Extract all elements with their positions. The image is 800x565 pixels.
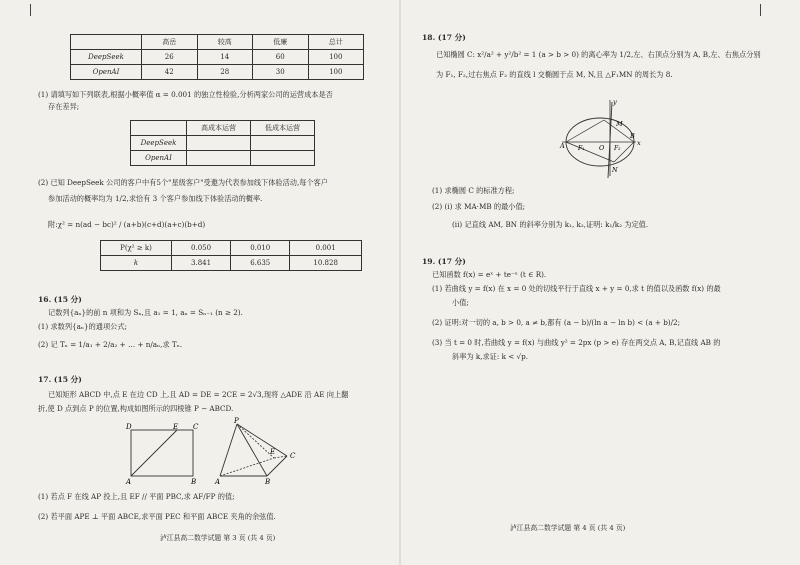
crop-mark <box>760 4 761 16</box>
question-text: (1) 若曲线 y = f(x) 在 x = 0 处的切线平行于直线 x + y = 0,求 t 的值以及函数 f(x) 的最 <box>432 284 721 293</box>
question-text: 已知矩形 ABCD 中,点 E 在边 CD 上,且 AD = DE = 2CE = 2√3,现将 △ADE 沿 AE 向上翻 <box>48 390 349 399</box>
question-text: (1) 若点 F 在线 AP 投上,且 EF // 平面 PBC,求 AF/FP 的值; <box>38 492 235 501</box>
figure-label: B <box>191 478 197 486</box>
table-cell: DeepSeek <box>71 50 142 65</box>
table-header-cell: 高成本运营 <box>187 121 251 136</box>
problem-title: 17. (15 分) <box>38 375 82 384</box>
table-cell: k <box>101 256 172 271</box>
question-text: 折,使 D 点到点 P 的位置,构成如图所示的四棱锥 P − ABCD. <box>38 404 234 413</box>
figure-label: D <box>126 423 132 431</box>
crop-mark <box>30 4 31 16</box>
figure-label: N <box>612 166 618 174</box>
table-cell: 10.828 <box>290 256 362 271</box>
figure-label: C <box>193 423 199 431</box>
question-text: (1) 请填写如下列联表,根据小概率值 α = 0.001 的独立性检验,分析两家公司的运营成本是否 <box>38 90 333 99</box>
question-text: 参加活动的概率均为 1/2,求恰有 3 个客户参加线下体验活动的概率. <box>48 194 263 203</box>
question-text: 斜率为 k,求证: k < √p. <box>452 352 528 361</box>
table-row <box>71 65 364 80</box>
table-row <box>131 136 315 151</box>
question-text: (2) 记 Tₙ = 1/a₁ + 2/a₂ + … + n/aₙ,求 Tₙ. <box>38 340 183 349</box>
table-cell <box>251 136 315 151</box>
table-cell: 0.010 <box>231 241 290 256</box>
critical-value-table <box>100 240 362 271</box>
cost-table <box>130 120 315 166</box>
table-header-cell <box>131 121 187 136</box>
table-header-cell: 总计 <box>308 35 364 50</box>
rectangle-figure <box>125 422 205 484</box>
table-cell: DeepSeek <box>131 136 187 151</box>
table-row <box>131 151 315 166</box>
formula-text: 附:χ² = n(ad − bc)² / (a+b)(c+d)(a+c)(b+d) <box>48 220 206 229</box>
question-text: 已知椭圆 C: x²/a² + y²/b² = 1 (a > b > 0) 的离心率为 1/2,左、右顶点分别为 A, B,左、右焦点分别 <box>436 50 761 59</box>
figure-label: A <box>215 478 221 486</box>
question-text: 为 F₁, F₂,过右焦点 F₂ 的直线 l 交椭圆于点 M, N,且 △F₁MN 的周长为 8. <box>436 70 673 79</box>
table-cell: 14 <box>197 50 253 65</box>
figure-label: C <box>290 452 296 460</box>
question-text: (1) 求数列{aₙ}的通项公式; <box>38 322 127 331</box>
figure-label: A <box>126 478 132 486</box>
table-cell: 30 <box>253 65 309 80</box>
figure-label: A <box>560 142 565 150</box>
question-text: (2) 已知 DeepSeek 公司的客户中有5个"星级客户"受邀为代表参加线下体验活动,每个客户 <box>38 178 328 187</box>
table-cell: 26 <box>142 50 198 65</box>
question-text: (2) 若平面 APE ⊥ 平面 ABCE,求平面 PEC 和平面 ABCE 夹角的余弦值. <box>38 512 276 521</box>
figure-label: x <box>637 139 641 147</box>
contingency-table <box>70 34 364 80</box>
question-text: (1) 求椭圆 C 的标准方程; <box>432 186 515 195</box>
figure-label: O <box>599 144 605 152</box>
page-footer: 泸江县高二数学试题 第 4 页 (共 4 页) <box>510 524 626 532</box>
table-cell: OpenAI <box>71 65 142 80</box>
table-cell <box>187 136 251 151</box>
figure-label: M <box>616 120 623 128</box>
question-text: 已知函数 f(x) = eˣ + te⁻ˣ (t ∈ R). <box>432 270 547 279</box>
pyramid-figure <box>212 418 312 486</box>
table-cell: 6.635 <box>231 256 290 271</box>
table-header-cell: 较高 <box>197 35 253 50</box>
table-header-cell: 高岳 <box>142 35 198 50</box>
question-text: 记数列{aₙ}的前 n 项和为 Sₙ,且 a₁ = 1, aₙ = Sₙ₋₁ (n ≥ 2). <box>48 308 243 317</box>
page-footer: 泸江县高二数学试题 第 3 页 (共 4 页) <box>160 534 276 542</box>
figure-label: P <box>234 417 239 425</box>
table-cell: 3.841 <box>172 256 231 271</box>
table-header-cell <box>71 35 142 50</box>
problem-title: 16. (15 分) <box>38 295 82 304</box>
figure-label: B <box>265 478 271 486</box>
table-cell: 0.001 <box>290 241 362 256</box>
figure-label: F₁ <box>578 145 585 152</box>
question-text: (2) 证明:对一切的 a, b > 0, a ≠ b,都有 (a − b)/(ln a − ln b) < (a + b)/2; <box>432 318 681 327</box>
figure-label: E <box>173 423 179 431</box>
table-cell: 100 <box>308 65 364 80</box>
figure-label: y <box>613 98 617 106</box>
table-cell <box>187 151 251 166</box>
right-page <box>400 0 800 565</box>
table-cell: 60 <box>253 50 309 65</box>
table-row <box>71 50 364 65</box>
question-text: (2) (i) 求 MA·MB 的最小值; <box>432 202 526 211</box>
table-header-cell: 低成本运营 <box>251 121 315 136</box>
question-text: 存在差异; <box>48 102 80 111</box>
figure-label: E <box>270 448 276 456</box>
table-cell: 0.050 <box>172 241 231 256</box>
table-cell <box>251 151 315 166</box>
figure-label: B <box>630 132 635 140</box>
table-cell: 28 <box>197 65 253 80</box>
problem-title: 19. (17 分) <box>422 257 466 266</box>
table-header-cell: 低廉 <box>253 35 309 50</box>
ellipse-figure <box>560 96 640 180</box>
question-text: (3) 当 t = 0 时,若曲线 y = f(x) 与曲线 y² = 2px (p > e) 存在两交点 A, B,记直线 AB 的 <box>432 338 721 347</box>
table-cell: OpenAI <box>131 151 187 166</box>
figure-label: F₂ <box>614 145 621 152</box>
table-cell: 42 <box>142 65 198 80</box>
question-text: (ii) 记直线 AM, BN 的斜率分别为 k₁, k₂,证明: k₁/k₂ 为定值. <box>452 220 649 229</box>
table-cell: 100 <box>308 50 364 65</box>
question-text: 小值; <box>452 298 469 307</box>
table-cell: P(χ² ≥ k) <box>101 241 172 256</box>
problem-title: 18. (17 分) <box>422 33 466 42</box>
